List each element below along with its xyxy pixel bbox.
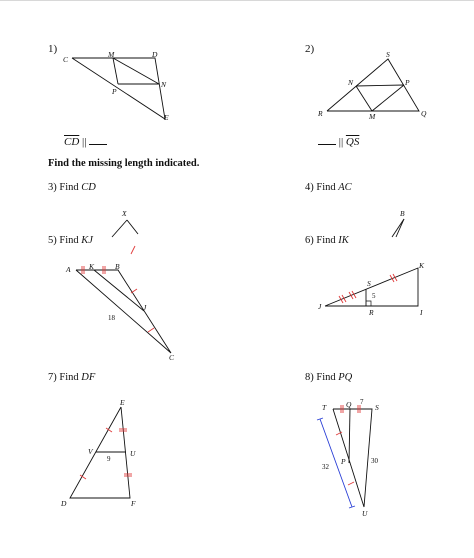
value-18: 18 (108, 314, 115, 322)
label-s: S (367, 279, 371, 288)
section-heading: Find the missing length indicated. (48, 158, 200, 169)
figure-4-angle (392, 219, 404, 237)
figure-1-triangle (72, 58, 165, 119)
label-r: R (369, 308, 374, 317)
value-30: 30 (371, 457, 378, 465)
label-k: K (89, 262, 95, 271)
label-c: C (169, 353, 175, 362)
problem-1-number: 1) (48, 43, 58, 55)
label-q: Q (421, 109, 427, 118)
label-e: E (164, 113, 169, 122)
label-j: J (318, 302, 322, 311)
value-9: 9 (107, 455, 111, 463)
label-n: N (161, 80, 167, 89)
segment-cd: $\overline{CD}$ (64, 136, 80, 148)
label-j: J (143, 303, 147, 312)
label-i: I (420, 308, 423, 317)
value-5: 5 (372, 292, 376, 300)
figure-6-triangle (325, 268, 418, 306)
label-u: U (130, 449, 136, 458)
label-e: E (120, 398, 125, 407)
label-m: M (108, 50, 115, 59)
geometry-figures (0, 1, 474, 558)
label-d: D (152, 50, 158, 59)
label-r: R (318, 109, 323, 118)
label-d: D (61, 499, 67, 508)
segment-qs: $\overline{QS}$ (345, 136, 360, 148)
problem-3-prompt: 3) Find CD (48, 182, 96, 193)
label-v: V (88, 447, 93, 456)
label-q: Q (346, 400, 352, 409)
problem-6-prompt: 6) Find IK (305, 235, 349, 246)
figure-7-triangle (70, 407, 130, 498)
label-f: F (131, 499, 136, 508)
parallel-symbol: || (338, 136, 344, 148)
label-t: T (322, 403, 327, 412)
problem-4-prompt: 4) Find AC (305, 182, 352, 193)
label-p: P (341, 457, 346, 466)
label-c: C (63, 55, 69, 64)
parallel-symbol: || (82, 136, 87, 148)
value-32: 32 (322, 463, 329, 471)
label-k: K (419, 261, 425, 270)
figure-3-angle (112, 220, 138, 237)
problem-5-prompt: 5) Find KJ (48, 235, 93, 246)
label-n: N (348, 78, 354, 87)
label-m: M (369, 112, 376, 121)
problem-2-number: 2) (305, 43, 315, 55)
problem-8-prompt: 8) Find PQ (305, 372, 353, 383)
figure-8-triangle (333, 409, 372, 507)
label-b: B (400, 209, 405, 218)
figure-5-triangle (76, 270, 171, 353)
label-a: A (66, 265, 71, 274)
value-7: 7 (360, 398, 364, 406)
label-s: S (386, 50, 390, 59)
problem-7-prompt: 7) Find DF (48, 372, 96, 383)
label-s: S (375, 403, 379, 412)
label-p: P (405, 78, 410, 87)
label-x: X (122, 209, 127, 218)
label-b: B (115, 262, 120, 271)
label-p: P (112, 87, 117, 96)
label-u: U (362, 509, 368, 518)
